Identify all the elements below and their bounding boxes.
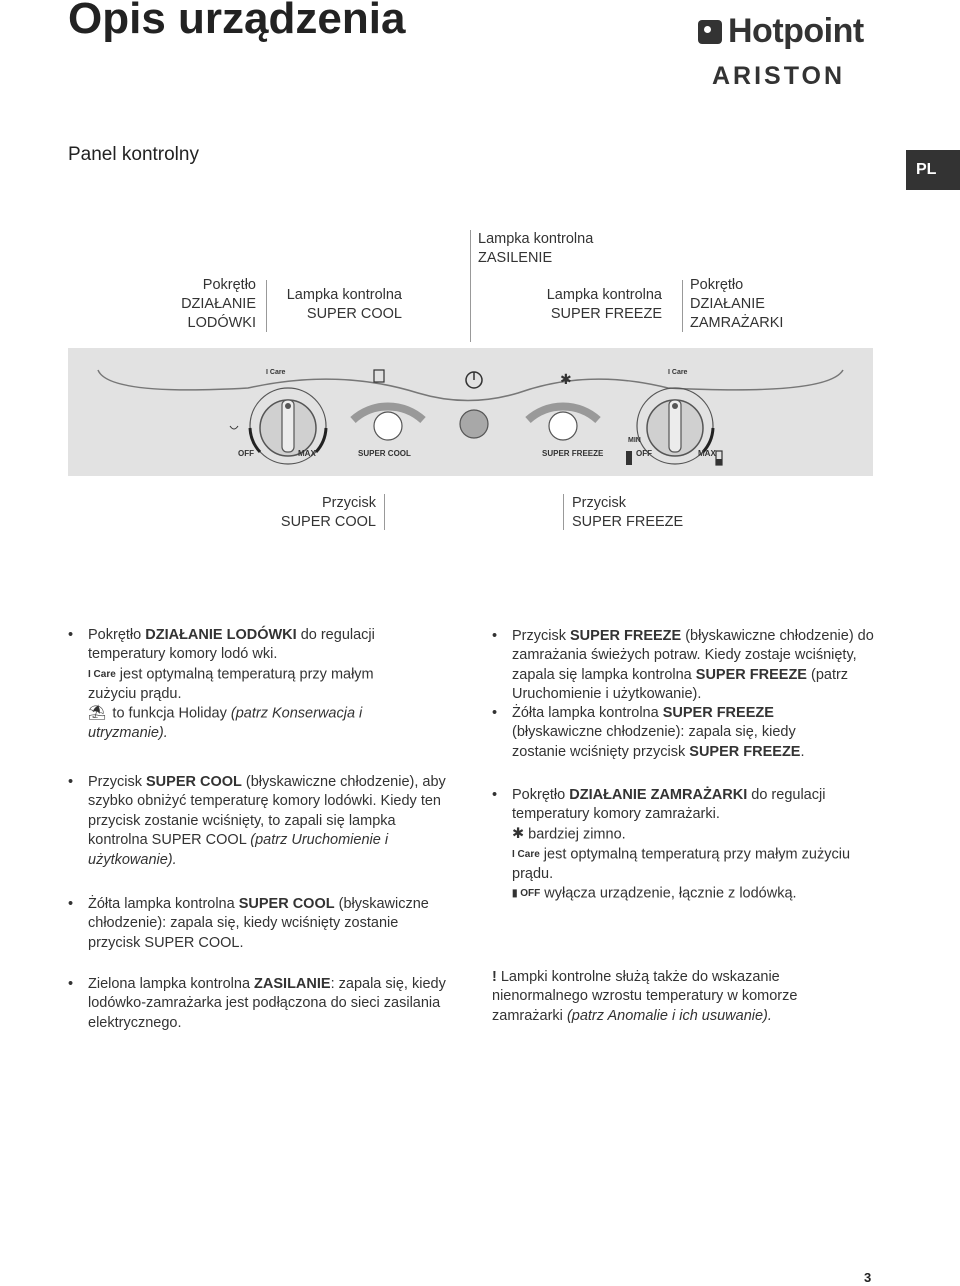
panel-min: MIN [628, 437, 641, 444]
warning-icon: ! [492, 969, 497, 985]
label-power-lamp: Lampka kontrolna ZASILENIE [478, 231, 594, 266]
bullet-super-freeze-lamp: • Żółta lampka kontrolna SUPER FREEZE (błyskawiczne chłodzenie): zapala się, kiedy zostanie wciśnięty przycisk SUPER FREEZE. [492, 705, 805, 760]
panel-icare-right: I Care [668, 369, 688, 376]
bullet-freezer-knob: • Pokrętło DZIAŁANIE ZAMRAŻARKI do regulacji temperatury komory zamrażarki. ✱ bardziej zimno. I Care jest optymalną temperaturą przy małym zużyciu prądu. ▮ OFF wyłącza urządzenie, łącznie z lodówką. [492, 787, 851, 902]
page-number: 3 [864, 1270, 872, 1285]
icare-icon: I Care [88, 668, 116, 680]
panel-off-left: OFF [238, 449, 254, 458]
panel-off-right: OFF [636, 449, 652, 458]
language-tab: PL [906, 150, 960, 190]
panel-super-freeze: SUPER FREEZE [542, 449, 604, 458]
panel-super-cool: SUPER COOL [358, 449, 411, 458]
note-warning: ! Lampki kontrolne służą także do wskazanie nienormalnego wzrostu temperatury w komorze zamrażarki (patrz Anomalie i ich usuwanie). [492, 969, 798, 1024]
section-title: Panel kontrolny [68, 144, 199, 165]
label-freezer-knob: Pokrętło DZIAŁANIE ZAMRAŻARKI [690, 277, 784, 331]
label-super-freeze-lamp: Lampka kontrolna SUPER FREEZE [546, 287, 662, 322]
logo-mark [698, 20, 722, 44]
brand-name: Hotpoint [728, 12, 864, 50]
control-panel [68, 348, 873, 476]
brand-subname: ARISTON [712, 62, 846, 90]
bullet-super-freeze-button: • Przycisk SUPER FREEZE (błyskawiczne chłodzenie) do zamrażania świeżych potraw. Kiedy zostaje wciśnięty, zapala się lampka kontrolna SUPER FREEZE (patrz Uruchomienie i użytkowanie). [492, 628, 874, 703]
panel-max-left: MAX [298, 449, 316, 458]
off-icon: ▮ OFF [512, 888, 541, 900]
brand-logo [698, 12, 874, 90]
svg-text:✱: ✱ [560, 372, 572, 388]
label-super-cool-button: Przycisk SUPER COOL [280, 495, 376, 530]
label-fridge-knob: Pokrętło DZIAŁANIE LODÓWKI [181, 277, 256, 331]
bullet-power-lamp: • Zielona lampka kontrolna ZASILANIE: zapala się, kiedy lodówko-zamrażarka jest podłączona do sieci zasilania elektrycznego. [68, 976, 446, 1031]
control-panel-drawing [68, 348, 873, 476]
page-title: Opis urządzenia [68, 0, 406, 43]
bullet-super-cool-button: • Przycisk SUPER COOL (błyskawiczne chłodzenie), aby szybko obniżyć temperaturę komory lodówki. Kiedy ten przycisk zostanie wciśnięty, to zapali się lampka kontrolna SUPER COOL (patrz Uruchomienie i użytkowanie). [68, 774, 446, 868]
panel-icare-left: I Care [266, 369, 286, 376]
panel-max-right: MAX [698, 449, 716, 458]
label-super-freeze-button: Przycisk SUPER FREEZE [572, 495, 684, 530]
icare-icon: I Care [512, 848, 540, 860]
bullet-super-cool-lamp: • Żółta lampka kontrolna SUPER COOL (błyskawiczne chłodzenie): zapala się, kiedy wciśnięty zostanie przycisk SUPER COOL. [68, 896, 429, 951]
label-super-cool-lamp: Lampka kontrolna SUPER COOL [286, 287, 402, 322]
snowflake-icon: ✱ [512, 825, 525, 842]
holiday-icon: ⛱ [88, 705, 107, 722]
bullet-fridge-knob: • Pokrętło DZIAŁANIE LODÓWKI do regulacji temperatury komory lodó wki. I Care jest optymalną temperaturą przy małym zużyciu prądu. ⛱ to funkcja Holiday (patrz Konserwacja i utryzmanie). [68, 627, 375, 742]
